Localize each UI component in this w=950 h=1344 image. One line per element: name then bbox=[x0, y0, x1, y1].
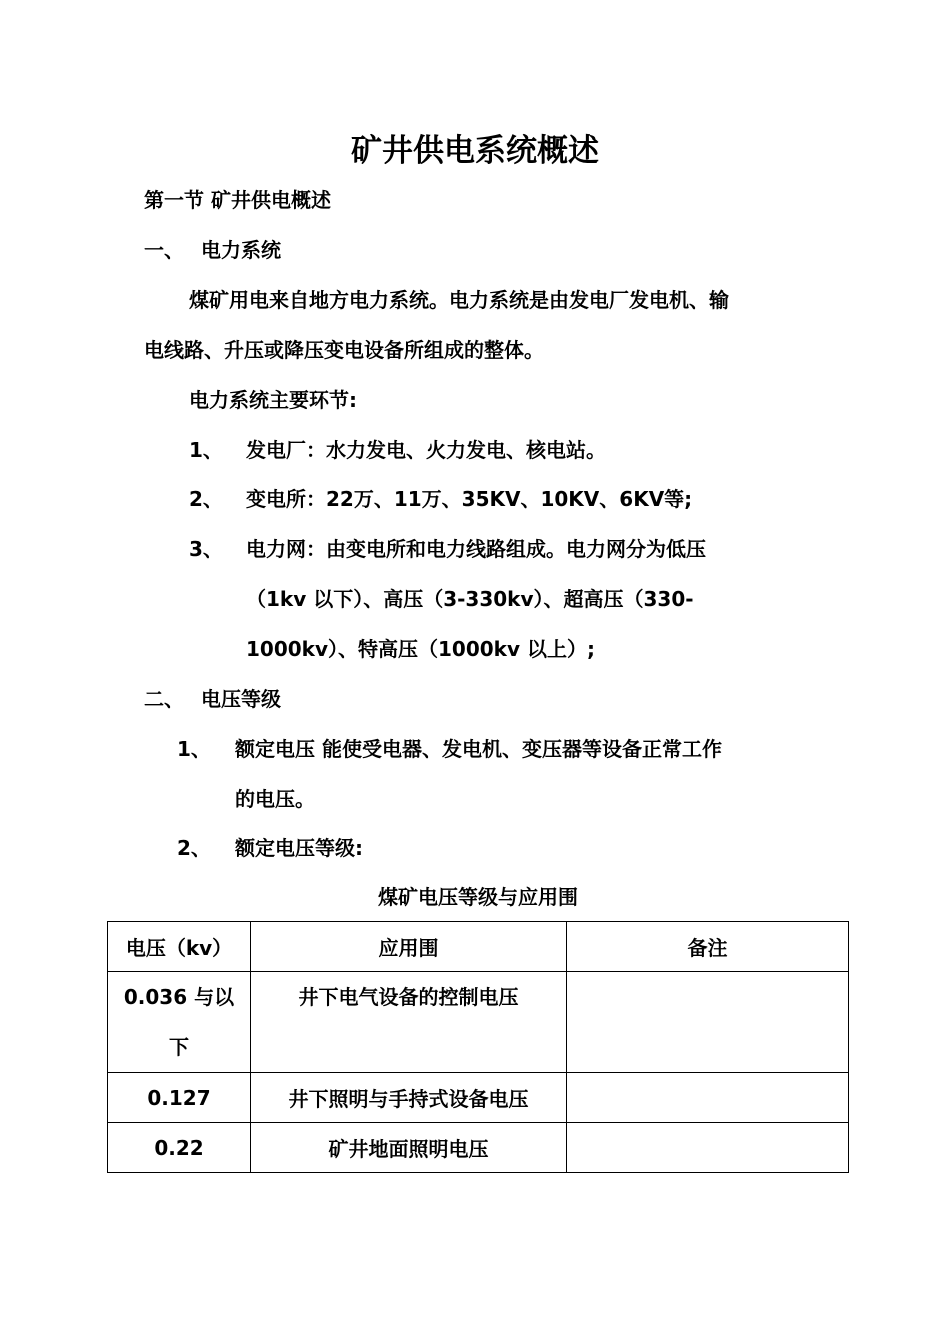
list-item-number: 1、 bbox=[189, 438, 223, 462]
list-heading: 电力系统主要环节: bbox=[189, 388, 357, 412]
section-heading: 第一节 矿井供电概述 bbox=[144, 188, 331, 212]
cell-usage: 井下电气设备的控制电压 bbox=[251, 972, 567, 1073]
subsection-title: 电力系统 bbox=[201, 238, 281, 262]
cell-voltage-line: 下 bbox=[169, 1035, 189, 1059]
header-usage: 应用围 bbox=[251, 922, 567, 972]
cell-voltage-line: 0.036 与以 bbox=[123, 985, 235, 1009]
voltage-table bbox=[107, 921, 849, 1173]
cell-usage: 井下照明与手持式设备电压 bbox=[251, 1073, 567, 1123]
list-item-text: 变电所：22万、11万、35KV、10KV、6KV等; bbox=[246, 487, 693, 511]
list-item-text: 额定电压等级: bbox=[235, 836, 363, 860]
list-item-number: 2、 bbox=[177, 836, 211, 860]
cell-voltage: 0.22 bbox=[108, 1123, 251, 1173]
list-item-text: 发电厂：水力发电、火力发电、核电站。 bbox=[246, 438, 606, 462]
header-note: 备注 bbox=[567, 922, 849, 972]
paragraph-line: 电线路、升压或降压变电设备所组成的整体。 bbox=[144, 338, 544, 362]
list-item-number: 3、 bbox=[189, 537, 223, 561]
subsection-number: 一、 bbox=[144, 238, 184, 262]
list-item-text: （1kv 以下）、高压（3-330kv）、超高压（330- bbox=[246, 587, 694, 611]
cell-note bbox=[567, 1073, 849, 1123]
subsection-number: 二、 bbox=[144, 687, 184, 711]
cell-note bbox=[567, 1123, 849, 1173]
cell-usage: 矿井地面照明电压 bbox=[251, 1123, 567, 1173]
table-caption: 煤矿电压等级与应用围 bbox=[378, 885, 578, 909]
list-item-text: 电力网：由变电所和电力线路组成。电力网分为低压 bbox=[246, 537, 706, 561]
table-row bbox=[108, 1073, 849, 1123]
table-row bbox=[108, 972, 849, 1073]
list-item-number: 2、 bbox=[189, 487, 223, 511]
header-voltage: 电压（kv） bbox=[108, 922, 251, 972]
cell-voltage bbox=[108, 972, 251, 1073]
cell-voltage: 0.127 bbox=[108, 1073, 251, 1123]
list-item-text: 1000kv）、特高压（1000kv 以上）; bbox=[246, 637, 595, 661]
table-row bbox=[108, 1123, 849, 1173]
list-item-text: 额定电压 能使受电器、发电机、变压器等设备正常工作 bbox=[235, 737, 722, 761]
list-item-text: 的电压。 bbox=[235, 787, 315, 811]
table-header-row bbox=[108, 922, 849, 972]
list-item-number: 1、 bbox=[177, 737, 211, 761]
cell-note bbox=[567, 972, 849, 1073]
paragraph-line: 煤矿用电来自地方电力系统。电力系统是由发电厂发电机、输 bbox=[189, 288, 729, 312]
document-title: 矿井供电系统概述 bbox=[351, 133, 599, 169]
subsection-title: 电压等级 bbox=[201, 687, 281, 711]
